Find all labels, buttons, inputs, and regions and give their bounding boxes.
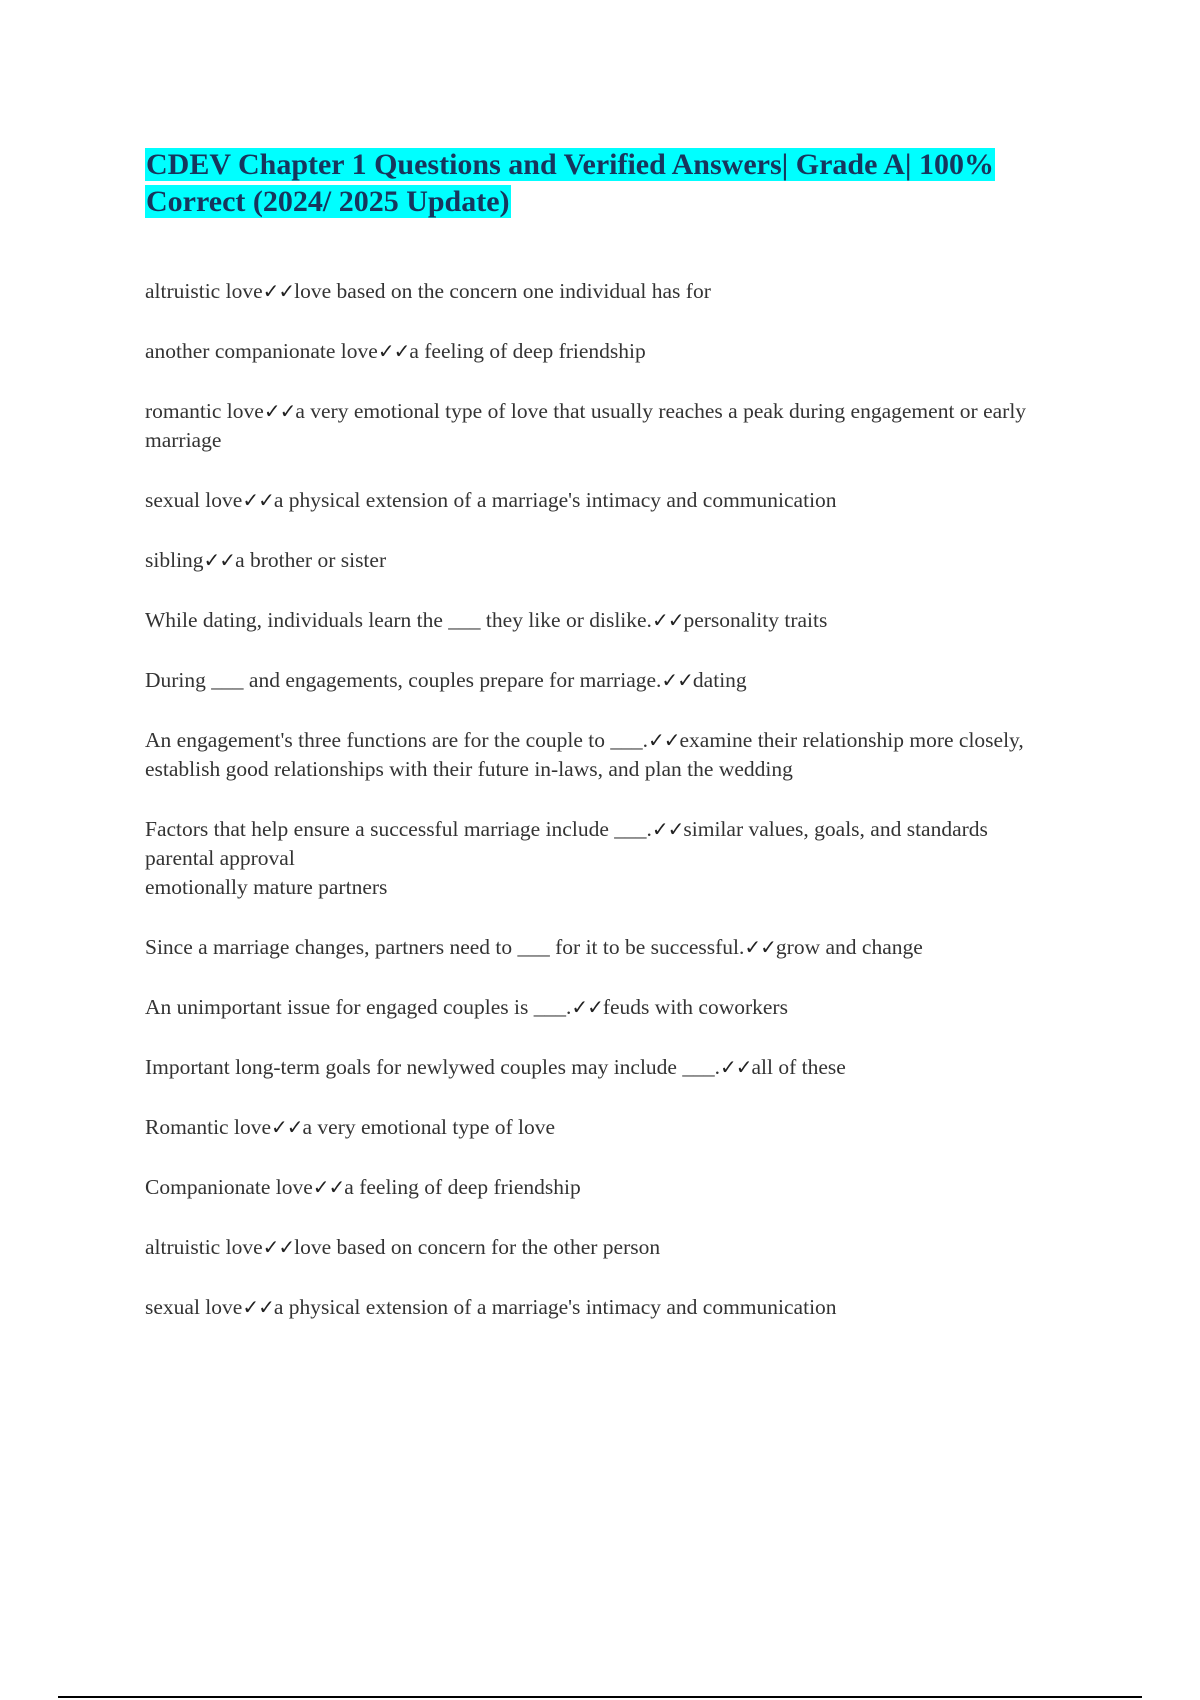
qa-term: Romantic love bbox=[145, 1115, 271, 1139]
qa-term: An unimportant issue for engaged couples is ___. bbox=[145, 995, 572, 1019]
qa-entry bbox=[145, 993, 1075, 1022]
footer-divider bbox=[58, 1696, 1142, 1698]
qa-list bbox=[145, 277, 1075, 1353]
qa-term: Since a marriage changes, partners need to ___ for it to be successful. bbox=[145, 935, 745, 959]
double-check-icon: ✓✓ bbox=[262, 279, 295, 303]
qa-answer: similar values, goals, and standards bbox=[683, 817, 988, 841]
qa-answer-extra-line: emotionally mature partners bbox=[145, 875, 388, 899]
double-check-icon: ✓✓ bbox=[312, 1175, 345, 1199]
qa-entry bbox=[145, 1233, 1075, 1262]
qa-entry-line bbox=[145, 486, 1075, 515]
double-check-icon: ✓✓ bbox=[744, 935, 776, 959]
qa-answer: a very emotional type of love that usually reaches a peak during engagement or early marriage bbox=[145, 399, 1027, 452]
qa-entry-line bbox=[145, 546, 1075, 575]
double-check-icon: ✓✓ bbox=[719, 1055, 752, 1079]
qa-entry bbox=[145, 666, 1075, 695]
double-check-icon: ✓✓ bbox=[271, 1115, 303, 1139]
qa-answer: a physical extension of a marriage's intimacy and communication bbox=[273, 488, 837, 512]
qa-entry bbox=[145, 1173, 1075, 1202]
qa-entry-line bbox=[145, 337, 1075, 366]
double-check-icon: ✓✓ bbox=[377, 339, 410, 363]
double-check-icon: ✓✓ bbox=[242, 1295, 274, 1319]
qa-entry bbox=[145, 933, 1075, 962]
title-highlight: CDEV Chapter 1 Questions and Verified Answers| Grade A| 100% Correct (2024/ 2025 Update) bbox=[146, 148, 995, 218]
double-check-icon: ✓✓ bbox=[571, 995, 603, 1019]
qa-entry-line bbox=[145, 1113, 1075, 1142]
qa-term: During ___ and engagements, couples prepare for marriage. bbox=[145, 668, 662, 692]
qa-entry-line bbox=[145, 1293, 1075, 1322]
qa-answer: grow and change bbox=[775, 935, 923, 959]
qa-entry bbox=[145, 337, 1075, 366]
qa-entry bbox=[145, 1053, 1075, 1082]
qa-answer: examine their relationship more closely, establish good relationships with their future in-laws, and plan the wedding bbox=[145, 728, 1024, 781]
qa-entry-line bbox=[145, 1233, 1075, 1262]
qa-entry bbox=[145, 397, 1075, 455]
qa-entry bbox=[145, 486, 1075, 515]
qa-entry-line bbox=[145, 993, 1075, 1022]
qa-term: sexual love bbox=[145, 1295, 243, 1319]
qa-entry bbox=[145, 546, 1075, 575]
document-title bbox=[145, 146, 1075, 220]
qa-answer: a very emotional type of love bbox=[302, 1115, 556, 1139]
qa-term: sexual love bbox=[145, 488, 243, 512]
qa-entry bbox=[145, 606, 1075, 635]
qa-entry bbox=[145, 1113, 1075, 1142]
qa-entry-line bbox=[145, 933, 1075, 962]
qa-entry bbox=[145, 1293, 1075, 1322]
qa-entry-line bbox=[145, 1173, 1075, 1202]
qa-answer: a feeling of deep friendship bbox=[409, 339, 646, 363]
qa-entry bbox=[145, 277, 1075, 306]
qa-entry-line bbox=[145, 397, 1075, 455]
qa-answer: love based on the concern one individual has for bbox=[294, 279, 711, 303]
double-check-icon: ✓✓ bbox=[242, 488, 274, 512]
qa-term: Important long-term goals for newlywed couples may include ___. bbox=[145, 1055, 720, 1079]
qa-term: Factors that help ensure a successful marriage include ___. bbox=[145, 817, 652, 841]
qa-answer: a physical extension of a marriage's intimacy and communication bbox=[273, 1295, 837, 1319]
qa-term: Companionate love bbox=[145, 1175, 313, 1199]
qa-term: romantic love bbox=[145, 399, 264, 423]
double-check-icon: ✓✓ bbox=[262, 1235, 295, 1259]
qa-term: sibling bbox=[145, 548, 204, 572]
double-check-icon: ✓✓ bbox=[661, 668, 693, 692]
qa-answer: feuds with coworkers bbox=[602, 995, 788, 1019]
qa-answer: love based on concern for the other person bbox=[294, 1235, 661, 1259]
qa-term: While dating, individuals learn the ___ they like or dislike. bbox=[145, 608, 652, 632]
double-check-icon: ✓✓ bbox=[203, 548, 236, 572]
qa-answer-extra-line: parental approval bbox=[145, 846, 295, 870]
qa-term: altruistic love bbox=[145, 279, 263, 303]
qa-entry-line bbox=[145, 277, 1075, 306]
double-check-icon: ✓✓ bbox=[651, 817, 684, 841]
qa-entry-line bbox=[145, 606, 1075, 635]
double-check-icon: ✓✓ bbox=[263, 399, 296, 423]
qa-entry bbox=[145, 726, 1075, 784]
qa-entry-line bbox=[145, 815, 1075, 844]
qa-entry-line bbox=[145, 666, 1075, 695]
qa-term: another companionate love bbox=[145, 339, 378, 363]
double-check-icon: ✓✓ bbox=[651, 608, 684, 632]
qa-entry-line bbox=[145, 1053, 1075, 1082]
qa-term: altruistic love bbox=[145, 1235, 263, 1259]
qa-answer: dating bbox=[692, 668, 747, 692]
qa-entry bbox=[145, 815, 1075, 902]
qa-answer: personality traits bbox=[683, 608, 828, 632]
qa-answer: a brother or sister bbox=[235, 548, 387, 572]
qa-answer: a feeling of deep friendship bbox=[344, 1175, 581, 1199]
double-check-icon: ✓✓ bbox=[647, 728, 680, 752]
qa-term: An engagement's three functions are for the couple to ___. bbox=[145, 728, 648, 752]
qa-answer: all of these bbox=[751, 1055, 846, 1079]
qa-entry-line bbox=[145, 726, 1075, 784]
